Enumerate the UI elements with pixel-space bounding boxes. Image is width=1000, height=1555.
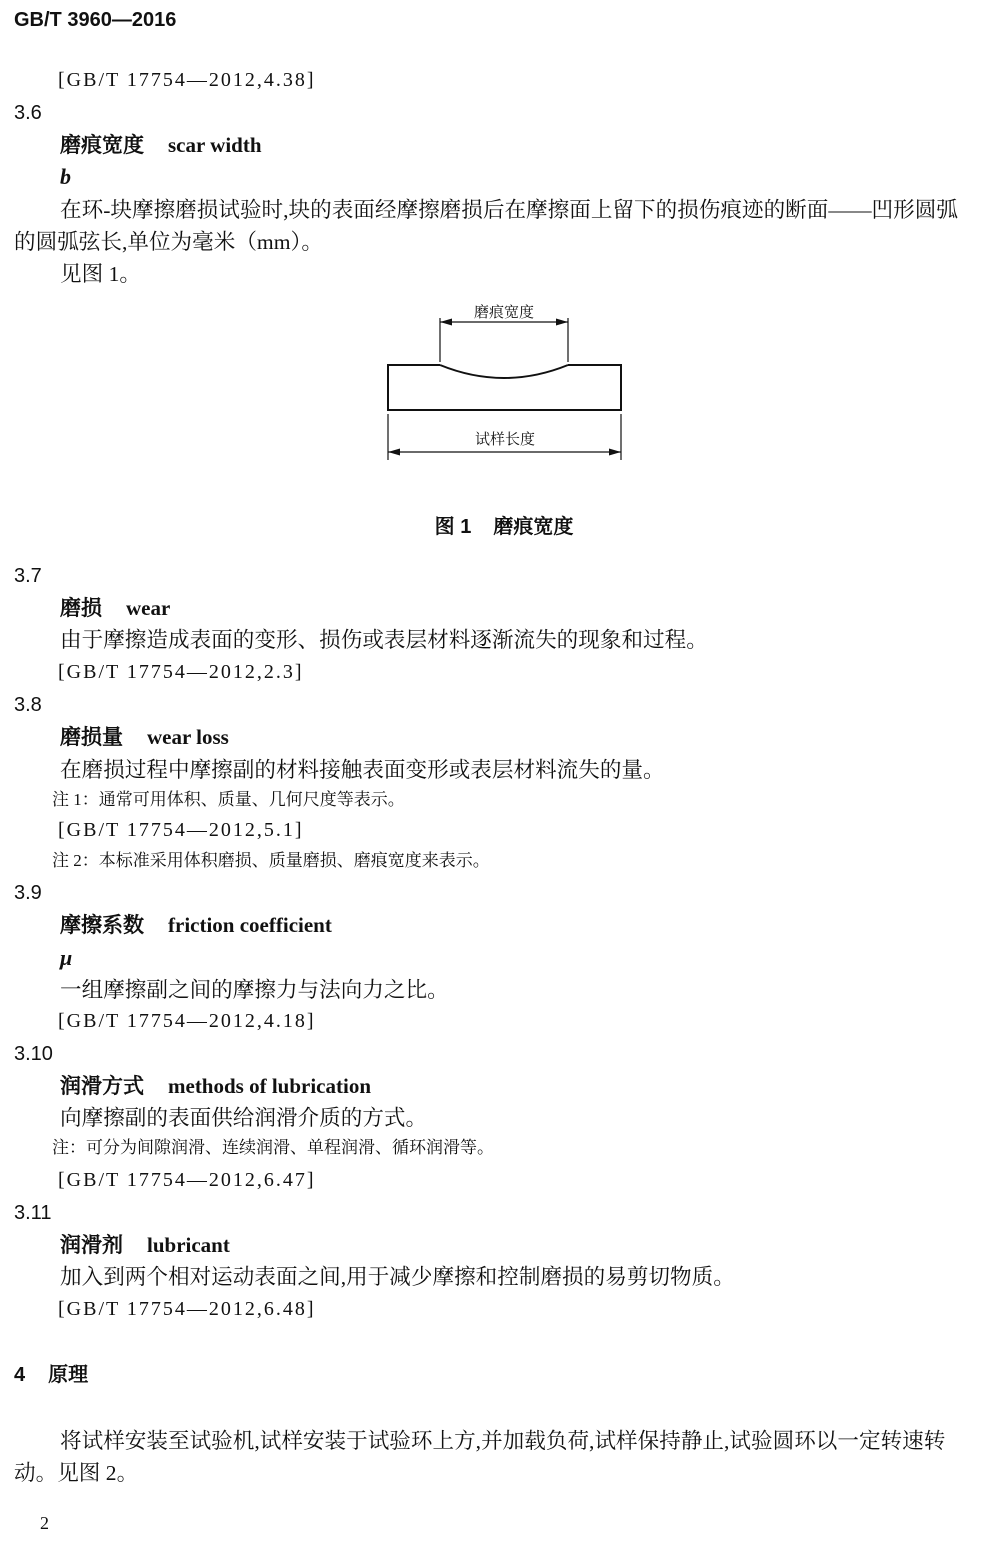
term-3-6-definition-line-1: 在环-块摩擦磨损试验时,块的表面经摩擦磨损后在摩擦面上留下的损伤痕迹的断面——凹形圆弧 [60,198,958,222]
figure-1-scar-width-diagram [380,295,630,470]
term-3-6-heading [60,130,262,160]
clause-4-title: 原理 [48,1364,89,1386]
term-3-11-heading [60,1230,230,1260]
term-3-9-name-zh: 摩擦系数 [60,914,144,937]
term-3-5-source: [GB/T 17754—2012,4.38] [58,69,316,91]
term-3-8-name-zh: 磨损量 [60,726,123,749]
term-3-8-heading [60,722,229,752]
term-3-8-note-2: 注 2：本标准采用体积磨损、质量磨损、磨痕宽度来表示。 [52,851,490,870]
term-3-11-definition: 加入到两个相对运动表面之间,用于减少摩擦和控制磨损的易剪切物质。 [60,1265,735,1289]
clause-4-number: 4 [14,1364,26,1386]
term-3-10-name-en: methods of lubrication [168,1074,372,1098]
term-3-8-source: [GB/T 17754—2012,5.1] [58,819,304,841]
term-3-9-name-en: friction coefficient [168,913,332,937]
clause-4-paragraph-line-2: 动。见图 2。 [14,1461,139,1485]
term-3-6-number: 3.6 [14,102,42,124]
term-3-6-definition-line-2: 的圆弧弦长,单位为毫米（mm）。 [14,230,323,254]
specimen-dimension-arrow-left [388,449,400,456]
specimen-outline [388,365,621,410]
term-3-8-definition: 在磨损过程中摩擦副的材料接触表面变形或表层材料流失的量。 [60,758,665,782]
term-3-10-heading [60,1071,371,1101]
term-3-6-name-zh: 磨痕宽度 [60,134,144,157]
clause-4-heading [14,1360,88,1390]
dimension-label-specimen-length: 试样长度 [474,432,536,448]
term-3-10-definition: 向摩擦副的表面供给润滑介质的方式。 [60,1106,428,1130]
term-3-9-heading [60,910,332,940]
figure-1-caption-number: 图 1 [434,516,472,538]
term-3-10-name-zh: 润滑方式 [60,1075,144,1098]
term-3-7-definition: 由于摩擦造成表面的变形、损伤或表层材料逐渐流失的现象和过程。 [60,628,708,652]
term-3-11-source: [GB/T 17754—2012,6.48] [58,1298,316,1320]
standard-number-header: GB/T 3960—2016 [14,9,177,31]
specimen-dimension-arrow-right [609,449,621,456]
term-3-9-symbol: μ [60,945,73,970]
term-3-9-number: 3.9 [14,882,42,904]
term-3-9-source: [GB/T 17754—2012,4.18] [58,1010,316,1032]
page-number: 2 [40,1513,49,1533]
term-3-8-note-1: 注 1：通常可用体积、质量、几何尺度等表示。 [52,790,405,809]
scar-dimension-arrow-right [556,319,568,326]
figure-1-caption [8,512,1000,542]
term-3-11-number: 3.11 [14,1202,52,1224]
scar-dimension-arrow-left [440,319,452,326]
term-3-11-name-en: lubricant [147,1233,230,1257]
term-3-7-heading [60,593,170,623]
term-3-10-source: [GB/T 17754—2012,6.47] [58,1169,316,1191]
scar-arc [440,365,568,378]
term-3-8-number: 3.8 [14,694,42,716]
term-3-6-name-en: scar width [168,133,262,157]
dimension-label-scar-width: 磨痕宽度 [473,305,535,321]
term-3-10-note: 注：可分为间隙润滑、连续润滑、单程润滑、循环润滑等。 [52,1138,494,1157]
term-3-7-source: [GB/T 17754—2012,2.3] [58,661,304,683]
term-3-8-name-en: wear loss [147,725,229,749]
term-3-6-figure-reference: 见图 1。 [60,262,141,286]
clause-4-paragraph-line-1: 将试样安装至试验机,试样安装于试验环上方,并加载负荷,试样保持静止,试验圆环以一定转速转 [60,1429,946,1453]
figure-1-caption-title: 磨痕宽度 [493,516,574,538]
term-3-11-name-zh: 润滑剂 [60,1234,123,1257]
term-3-10-number: 3.10 [14,1043,53,1065]
term-3-7-name-zh: 磨损 [60,597,102,620]
term-3-9-definition: 一组摩擦副之间的摩擦力与法向力之比。 [60,978,449,1002]
term-3-7-number: 3.7 [14,565,42,587]
term-3-6-symbol: b [60,164,71,189]
term-3-7-name-en: wear [126,596,171,620]
